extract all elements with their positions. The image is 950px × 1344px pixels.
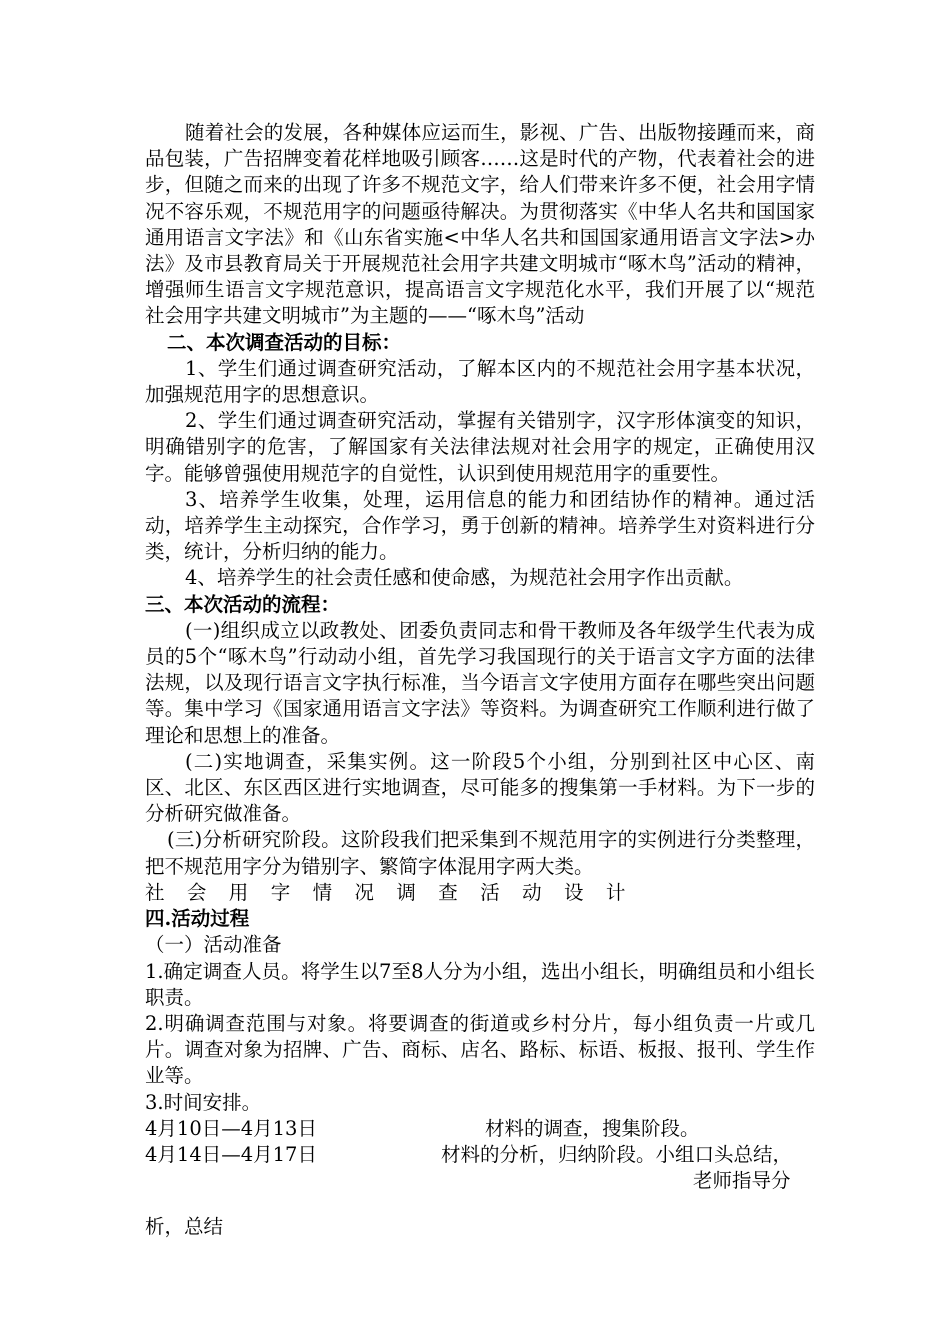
schedule-date: 4月14日—4月17日 [145, 1142, 317, 1166]
section3-heading: 三、本次活动的流程： [145, 592, 341, 616]
section4-item-3: 3.时间安排。 [145, 1090, 262, 1114]
section4-item-2: 2.明确调查范围与对象。将要调查的街道或乡村分片，每小组负责一片或几片。调查对象为招牌、广告、商标、店名、路标、标语、板报、报刊、学生作业等。 [145, 1011, 815, 1088]
section3-item-2: (二)实地调查，采集实例。这一阶段5个小组，分别到社区中心区、南区、北区、东区西区进行实地调查，尽可能多的搜集第一手材料。为下一步的分析研究做准备。 [145, 749, 815, 826]
schedule-task: 材料的调查，搜集阶段。 [485, 1116, 700, 1140]
schedule-date: 4月10日—4月13日 [145, 1116, 317, 1140]
spaced-title: 社会用字情况调查活动设计 [145, 880, 648, 904]
section4-subheading: （一）活动准备 [145, 933, 282, 957]
intro-paragraph: 随着社会的发展，各种媒体应运而生，影视、广告、出版物接踵而来，商品包装，广告招牌变着花样地吸引顾客……这是时代的产物，代表着社会的进步，但随之而来的出现了许多不规范文字，给人们带来许多不便，社会用字情况不容乐观，不规范用字的问题亟待解决。为贯彻落实《中华人名共和国国家通用语言文字法》和《山东省实施<中华人名共和国国家通用语言文字法>办法》及市县教育局关于开展规范社会用字共建文明城市“啄木鸟”活动的精神，增强师生语言文字规范意识，提高语言文字规范化水平，我们开展了以“规范社会用字共建文明城市”为主题的——“啄木鸟”活动 [145, 121, 815, 328]
section2-item-1: 1、学生们通过调查研究活动，了解本区内的不规范社会用字基本状况，加强规范用字的思想意识。 [145, 356, 815, 407]
section4-item-1: 1.确定调查人员。将学生以7至8人分为小组，选出小组长，明确组员和小组长职责。 [145, 959, 815, 1009]
schedule-task: 材料的分析，归纳阶段。小组口头总结， [441, 1142, 793, 1166]
section2-item-2: 2、学生们通过调查研究活动，掌握有关错别字，汉字形体演变的知识，明确错别字的危害，了解国家有关法律法规对社会用字的规定，正确使用汉字。能够曾强使用规范字的自觉性，认识到使用规范用字的重要性。 [145, 409, 815, 485]
spacer [145, 1194, 815, 1214]
section3-item-3: (三)分析研究阶段。这阶段我们把采集到不规范用字的实例进行分类整理，把不规范用字分为错别字、繁简字体混用字两大类。 [145, 828, 815, 878]
schedule-continuation-end: 析，总结 [145, 1215, 224, 1239]
section3-item-1: (一)组织成立以政教处、团委负责同志和骨干教师及各年级学生代表为成员的5个“啄木鸟”行动动小组，首先学习我国现行的关于语言文字方面的法律法规，以及现行语言文字执行标准，当今语言文字使用方面存在哪些突出问题等。集中学习《国家通用语言文字法》等资料。为调查研究工作顺利进行做了理论和思想上的准备。 [145, 618, 815, 747]
section2-item-4: 4、培养学生的社会责任感和使命感，为规范社会用字作出贡献。 [185, 566, 744, 590]
schedule-row [145, 1116, 815, 1142]
section4-heading: 四.活动过程 [145, 907, 250, 931]
schedule-row [145, 1142, 815, 1168]
document-page [145, 120, 815, 1241]
schedule-continuation: 老师指导分 [693, 1169, 791, 1193]
section2-heading: 二、本次调查活动的目标： [167, 330, 402, 354]
section2-item-3: 3、培养学生收集，处理，运用信息的能力和团结协作的精神。通过活动，培养学生主动探究，合作学习，勇于创新的精神。培养学生对资料进行分类，统计，分析归纳的能力。 [145, 487, 815, 564]
